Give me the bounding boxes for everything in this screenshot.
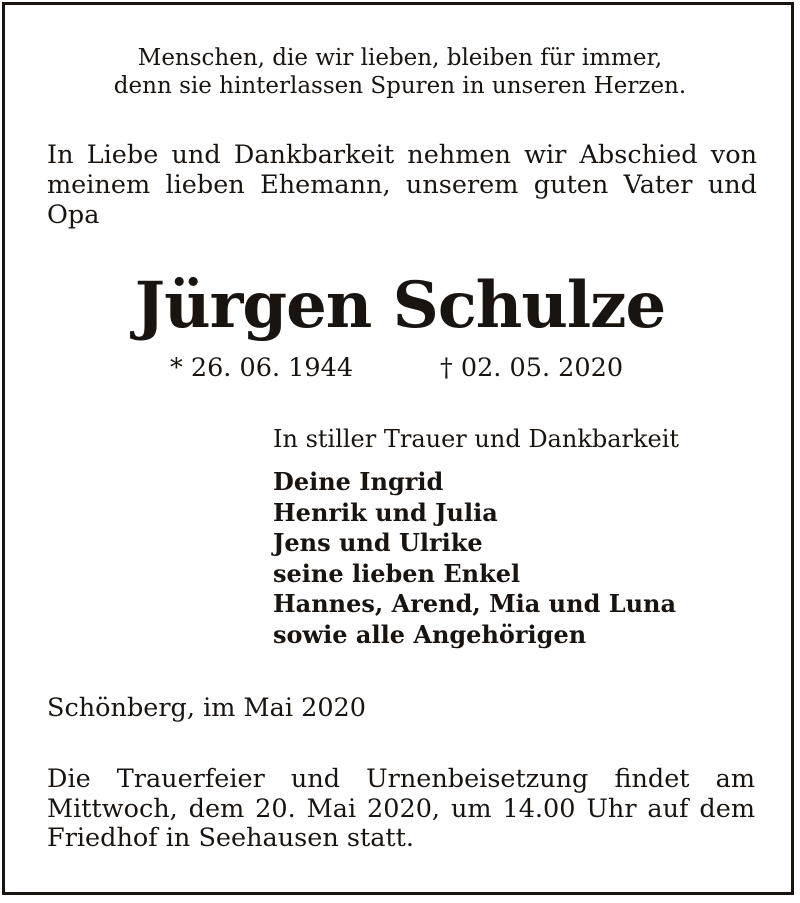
place-date: Schönberg, im Mai 2020 [47, 693, 366, 723]
family-member: Deine Ingrid [273, 467, 444, 496]
family-member: seine lieben Enkel [273, 558, 521, 588]
family-member: Hannes, Arend, Mia und Luna [273, 589, 677, 618]
funeral-notice: Die Trauerfeier und Urnenbeisetzung findet am Mittwoch, dem 20. Mai 2020, um 14.00 Uhr auf dem Friedhof in Seehausen statt. [47, 764, 755, 853]
family-list [273, 467, 676, 650]
family-member: sowie alle Angehörigen [273, 619, 587, 649]
birth-date: * 26. 06. 1944 [170, 353, 354, 383]
family-member: Henrik und Julia [273, 497, 498, 527]
mourning-heading: In stiller Trauer und Dankbarkeit [273, 425, 680, 453]
motto [0, 44, 800, 100]
intro-text: In Liebe und Dankbarkeit nehmen wir Abschied von meinem lieben Ehemann, unserem guten Vater und Opa [47, 140, 757, 230]
family-member: Jens und Ulrike [273, 528, 483, 557]
motto-line: denn sie hinterlassen Spuren in unseren Herzen. [113, 73, 687, 99]
deceased-name: Jürgen Schulze [134, 268, 666, 343]
motto-line: Menschen, die wir lieben, bleiben für immer, [137, 45, 663, 71]
death-date: † 02. 05. 2020 [440, 353, 624, 383]
